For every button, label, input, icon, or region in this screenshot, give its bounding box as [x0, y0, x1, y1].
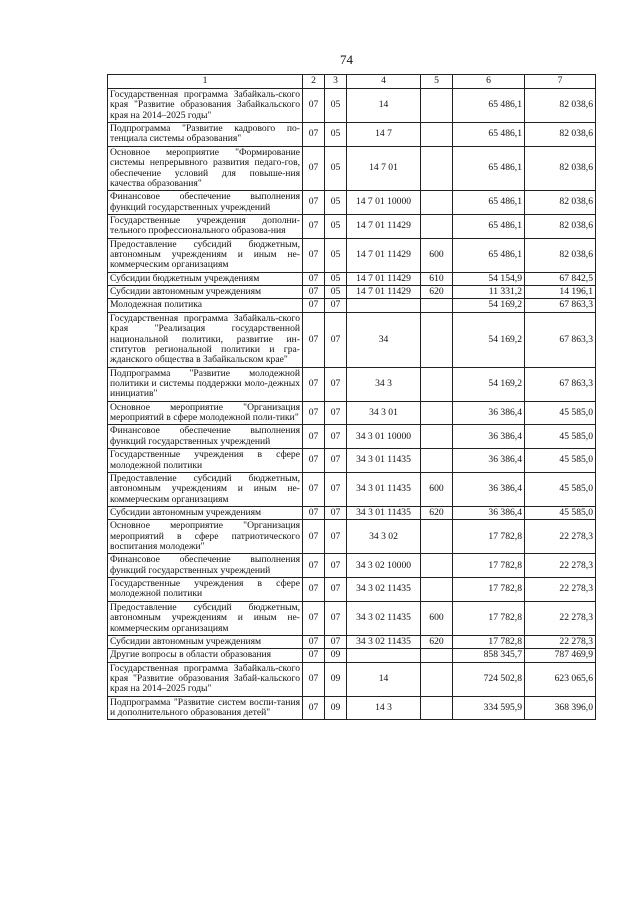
section-code-cell: 07 — [303, 191, 325, 215]
amount-col7-cell: 45 585,0 — [525, 425, 596, 449]
table-row — [108, 649, 596, 662]
subsection-code-cell: 05 — [325, 89, 347, 123]
table-row — [108, 238, 596, 272]
amount-col7-cell: 82 038,6 — [525, 146, 596, 190]
target-article-cell: 34 3 02 11435 — [347, 578, 421, 602]
expense-type-cell — [421, 578, 453, 602]
header-row — [108, 75, 596, 89]
target-article-cell: 34 3 — [347, 367, 421, 401]
item-name-cell: Финансовое обеспечение выполнения функций государственных учреждений — [108, 554, 303, 578]
section-code-cell: 07 — [303, 635, 325, 648]
subsection-code-cell: 05 — [325, 191, 347, 215]
item-name-cell: Подпрограмма "Развитие молодежной политики и системы поддержки моло-дежных инициатив" — [108, 367, 303, 401]
subsection-code-cell: 07 — [325, 425, 347, 449]
amount-col7-cell: 22 278,3 — [525, 635, 596, 648]
item-name-cell: Субсидии автономным учреждениям — [108, 506, 303, 519]
table-row — [108, 472, 596, 506]
amount-col6-cell: 36 386,4 — [453, 506, 525, 519]
table-row — [108, 554, 596, 578]
header-cell: 4 — [347, 75, 421, 89]
target-article-cell: 14 7 01 11429 — [347, 238, 421, 272]
subsection-code-cell: 05 — [325, 214, 347, 238]
expense-type-cell — [421, 312, 453, 367]
expense-type-cell: 620 — [421, 286, 453, 299]
item-name-cell: Предоставление субсидий бюджетным, автономным учреждениям и иным не-коммерческим организациям — [108, 238, 303, 272]
section-code-cell: 07 — [303, 472, 325, 506]
amount-col7-cell: 67 842,5 — [525, 272, 596, 285]
section-code-cell: 07 — [303, 367, 325, 401]
header-cell: 3 — [325, 75, 347, 89]
amount-col7-cell: 45 585,0 — [525, 401, 596, 425]
expense-type-cell — [421, 520, 453, 554]
amount-col6-cell: 334 595,9 — [453, 696, 525, 720]
amount-col7-cell: 82 038,6 — [525, 89, 596, 123]
table-row — [108, 286, 596, 299]
subsection-code-cell: 07 — [325, 520, 347, 554]
table-row — [108, 146, 596, 190]
item-name-cell: Основное мероприятие "Формирование системы непрерывного развития педаго-гов, обеспечение условий для повыше-ния качества образования" — [108, 146, 303, 190]
amount-col6-cell: 36 386,4 — [453, 401, 525, 425]
table-row — [108, 662, 596, 696]
section-code-cell: 07 — [303, 272, 325, 285]
expense-type-cell — [421, 299, 453, 312]
target-article-cell: 34 3 02 11435 — [347, 635, 421, 648]
expense-type-cell: 620 — [421, 506, 453, 519]
expense-type-cell — [421, 662, 453, 696]
amount-col7-cell: 82 038,6 — [525, 191, 596, 215]
item-name-cell: Субсидии автономным учреждениям — [108, 286, 303, 299]
subsection-code-cell: 07 — [325, 449, 347, 473]
expense-type-cell — [421, 425, 453, 449]
table-row — [108, 449, 596, 473]
section-code-cell: 07 — [303, 286, 325, 299]
item-name-cell: Другие вопросы в области образования — [108, 649, 303, 662]
amount-col7-cell: 67 863,3 — [525, 299, 596, 312]
target-article-cell: 14 7 01 11429 — [347, 214, 421, 238]
target-article-cell: 14 7 01 10000 — [347, 191, 421, 215]
expense-type-cell — [421, 146, 453, 190]
amount-col7-cell: 22 278,3 — [525, 578, 596, 602]
header-cell: 6 — [453, 75, 525, 89]
section-code-cell: 07 — [303, 662, 325, 696]
amount-col6-cell: 65 486,1 — [453, 146, 525, 190]
section-code-cell: 07 — [303, 449, 325, 473]
subsection-code-cell: 07 — [325, 506, 347, 519]
item-name-cell: Основное мероприятие "Организация мероприятий в сфере молодежной поли-тики" — [108, 401, 303, 425]
amount-col7-cell: 45 585,0 — [525, 449, 596, 473]
expense-type-cell — [421, 191, 453, 215]
amount-col6-cell: 54 154,9 — [453, 272, 525, 285]
amount-col6-cell: 65 486,1 — [453, 214, 525, 238]
page-number: 74 — [340, 52, 353, 67]
table-row — [108, 214, 596, 238]
amount-col6-cell: 17 782,8 — [453, 554, 525, 578]
item-name-cell: Государственная программа Забайкаль-ского края "Реализация государственной национальной политики, развитие ин-ститутов региональной политики и гра-жданского общества в Забайкальском крае" — [108, 312, 303, 367]
amount-col6-cell: 36 386,4 — [453, 472, 525, 506]
expense-type-cell — [421, 123, 453, 147]
amount-col7-cell: 45 585,0 — [525, 506, 596, 519]
amount-col6-cell: 36 386,4 — [453, 449, 525, 473]
amount-col7-cell: 623 065,6 — [525, 662, 596, 696]
item-name-cell: Государственные учреждения дополни-тельного профессионального образова-ния — [108, 214, 303, 238]
table-row — [108, 506, 596, 519]
header-cell: 7 — [525, 75, 596, 89]
subsection-code-cell: 05 — [325, 286, 347, 299]
table-row — [108, 401, 596, 425]
amount-col7-cell: 787 469,9 — [525, 649, 596, 662]
item-name-cell: Государственная программа Забайкаль-ского края "Развитие образования Забай-кальского края на 2014–2025 годы" — [108, 662, 303, 696]
item-name-cell: Подпрограмма "Развитие систем воспи-тания и дополнительного образования детей" — [108, 696, 303, 720]
target-article-cell: 34 3 01 11435 — [347, 449, 421, 473]
table-row — [108, 635, 596, 648]
section-code-cell: 07 — [303, 425, 325, 449]
subsection-code-cell: 07 — [325, 312, 347, 367]
section-code-cell: 07 — [303, 238, 325, 272]
amount-col6-cell: 17 782,8 — [453, 635, 525, 648]
item-name-cell: Предоставление субсидий бюджетным, автономным учреждениям и иным не-коммерческим организациям — [108, 472, 303, 506]
header-cell: 1 — [108, 75, 303, 89]
section-code-cell: 07 — [303, 520, 325, 554]
section-code-cell: 07 — [303, 123, 325, 147]
expense-type-cell: 600 — [421, 601, 453, 635]
target-article-cell: 14 7 01 11429 — [347, 272, 421, 285]
target-article-cell: 34 3 02 10000 — [347, 554, 421, 578]
table-body — [108, 89, 596, 720]
table-row — [108, 578, 596, 602]
target-article-cell: 34 3 02 11435 — [347, 601, 421, 635]
amount-col7-cell: 368 396,0 — [525, 696, 596, 720]
amount-col6-cell: 17 782,8 — [453, 578, 525, 602]
target-article-cell: 34 3 01 11435 — [347, 506, 421, 519]
section-code-cell: 07 — [303, 649, 325, 662]
amount-col7-cell: 22 278,3 — [525, 601, 596, 635]
section-code-cell: 07 — [303, 214, 325, 238]
amount-col6-cell: 54 169,2 — [453, 299, 525, 312]
table-row — [108, 425, 596, 449]
table-row — [108, 123, 596, 147]
item-name-cell: Финансовое обеспечение выполнения функций государственных учреждений — [108, 191, 303, 215]
table-row — [108, 367, 596, 401]
header-cell: 5 — [421, 75, 453, 89]
subsection-code-cell: 07 — [325, 554, 347, 578]
subsection-code-cell: 05 — [325, 272, 347, 285]
subsection-code-cell: 07 — [325, 299, 347, 312]
subsection-code-cell: 05 — [325, 123, 347, 147]
section-code-cell: 07 — [303, 554, 325, 578]
amount-col7-cell: 67 863,3 — [525, 367, 596, 401]
subsection-code-cell: 09 — [325, 649, 347, 662]
expense-type-cell — [421, 554, 453, 578]
table-row — [108, 89, 596, 123]
item-name-cell: Финансовое обеспечение выполнения функций государственных учреждений — [108, 425, 303, 449]
table-row — [108, 299, 596, 312]
subsection-code-cell: 09 — [325, 662, 347, 696]
amount-col7-cell: 45 585,0 — [525, 472, 596, 506]
expense-type-cell — [421, 449, 453, 473]
item-name-cell: Субсидии бюджетным учреждениям — [108, 272, 303, 285]
amount-col7-cell: 67 863,3 — [525, 312, 596, 367]
target-article-cell: 14 7 01 — [347, 146, 421, 190]
expense-type-cell — [421, 649, 453, 662]
subsection-code-cell: 05 — [325, 238, 347, 272]
expense-type-cell: 600 — [421, 472, 453, 506]
item-name-cell: Молодежная политика — [108, 299, 303, 312]
amount-col6-cell: 54 169,2 — [453, 367, 525, 401]
subsection-code-cell: 07 — [325, 578, 347, 602]
target-article-cell: 14 3 — [347, 696, 421, 720]
item-name-cell: Основное мероприятие "Организация мероприятий в сфере патриотического воспитания молодежи" — [108, 520, 303, 554]
amount-col7-cell: 82 038,6 — [525, 123, 596, 147]
expense-type-cell: 600 — [421, 238, 453, 272]
amount-col6-cell: 65 486,1 — [453, 191, 525, 215]
target-article-cell: 34 — [347, 312, 421, 367]
subsection-code-cell: 07 — [325, 367, 347, 401]
amount-col7-cell: 82 038,6 — [525, 214, 596, 238]
header-cell: 2 — [303, 75, 325, 89]
amount-col6-cell: 65 486,1 — [453, 238, 525, 272]
amount-col7-cell: 14 196,1 — [525, 286, 596, 299]
table-row — [108, 312, 596, 367]
table-row — [108, 696, 596, 720]
subsection-code-cell: 07 — [325, 635, 347, 648]
table-row — [108, 272, 596, 285]
amount-col6-cell: 17 782,8 — [453, 520, 525, 554]
section-code-cell: 07 — [303, 299, 325, 312]
target-article-cell: 34 3 01 — [347, 401, 421, 425]
table-row — [108, 191, 596, 215]
target-article-cell: 14 7 01 11429 — [347, 286, 421, 299]
target-article-cell — [347, 649, 421, 662]
amount-col6-cell: 54 169,2 — [453, 312, 525, 367]
target-article-cell: 34 3 01 10000 — [347, 425, 421, 449]
subsection-code-cell: 09 — [325, 696, 347, 720]
subsection-code-cell: 05 — [325, 146, 347, 190]
subsection-code-cell: 07 — [325, 401, 347, 425]
amount-col6-cell: 724 502,8 — [453, 662, 525, 696]
expense-type-cell — [421, 89, 453, 123]
table-row — [108, 601, 596, 635]
item-name-cell: Предоставление субсидий бюджетным, автономным учреждениям и иным не-коммерческим организациям — [108, 601, 303, 635]
table-row — [108, 520, 596, 554]
section-code-cell: 07 — [303, 696, 325, 720]
item-name-cell: Государственные учреждения в сфере молодежной политики — [108, 578, 303, 602]
amount-col6-cell: 65 486,1 — [453, 89, 525, 123]
target-article-cell: 14 — [347, 662, 421, 696]
amount-col6-cell: 65 486,1 — [453, 123, 525, 147]
target-article-cell — [347, 299, 421, 312]
budget-table — [107, 74, 596, 720]
amount-col7-cell: 22 278,3 — [525, 554, 596, 578]
target-article-cell: 14 7 — [347, 123, 421, 147]
expense-type-cell: 610 — [421, 272, 453, 285]
section-code-cell: 07 — [303, 506, 325, 519]
subsection-code-cell: 07 — [325, 601, 347, 635]
item-name-cell: Подпрограмма "Развитие кадрового по-тенциала системы образования" — [108, 123, 303, 147]
target-article-cell: 34 3 02 — [347, 520, 421, 554]
amount-col6-cell: 858 345,7 — [453, 649, 525, 662]
section-code-cell: 07 — [303, 312, 325, 367]
target-article-cell: 14 — [347, 89, 421, 123]
item-name-cell: Государственные учреждения в сфере молодежной политики — [108, 449, 303, 473]
amount-col7-cell: 82 038,6 — [525, 238, 596, 272]
item-name-cell: Субсидии автономным учреждениям — [108, 635, 303, 648]
amount-col6-cell: 17 782,8 — [453, 601, 525, 635]
amount-col6-cell: 36 386,4 — [453, 425, 525, 449]
section-code-cell: 07 — [303, 146, 325, 190]
section-code-cell: 07 — [303, 401, 325, 425]
expense-type-cell — [421, 367, 453, 401]
expense-type-cell — [421, 696, 453, 720]
amount-col7-cell: 22 278,3 — [525, 520, 596, 554]
expense-type-cell — [421, 401, 453, 425]
expense-type-cell — [421, 214, 453, 238]
section-code-cell: 07 — [303, 578, 325, 602]
item-name-cell: Государственная программа Забайкаль-ского края "Развитие образования Забайкальского края на 2014–2025 годы" — [108, 89, 303, 123]
section-code-cell: 07 — [303, 89, 325, 123]
amount-col6-cell: 11 331,2 — [453, 286, 525, 299]
expense-type-cell: 620 — [421, 635, 453, 648]
target-article-cell: 34 3 01 11435 — [347, 472, 421, 506]
subsection-code-cell: 07 — [325, 472, 347, 506]
section-code-cell: 07 — [303, 601, 325, 635]
